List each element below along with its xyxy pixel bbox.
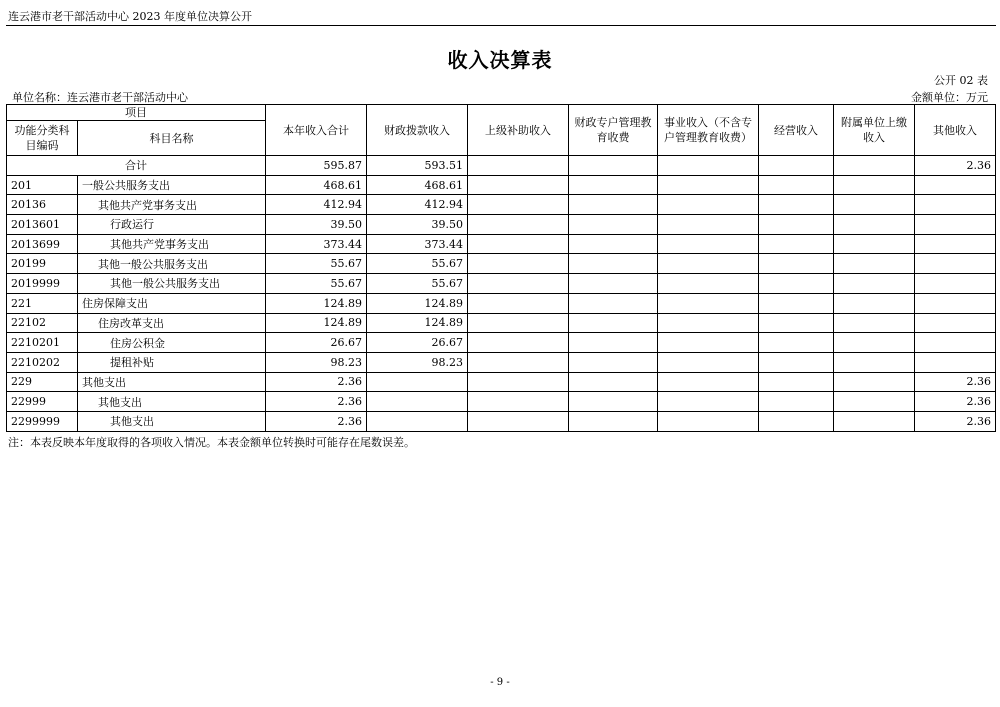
row-fiscal: 26.67 xyxy=(367,333,468,353)
row-edu xyxy=(569,293,658,313)
row-operating xyxy=(759,352,834,372)
row-total: 124.89 xyxy=(266,313,367,333)
row-total: 98.23 xyxy=(266,352,367,372)
row-edu xyxy=(569,392,658,412)
row-affiliated xyxy=(834,254,915,274)
table-row xyxy=(7,254,996,274)
row-name: 住房改革支出 xyxy=(78,313,266,333)
row-other: 2.36 xyxy=(915,372,996,392)
table-row xyxy=(7,333,996,353)
running-header: 连云港市老干部活动中心 2023 年度单位决算公开 xyxy=(8,10,252,23)
row-other xyxy=(915,175,996,195)
row-business xyxy=(658,254,759,274)
row-code: 22999 xyxy=(7,392,78,412)
total-cell-operating xyxy=(759,156,834,176)
row-name: 其他一般公共服务支出 xyxy=(78,254,266,274)
row-superior xyxy=(468,293,569,313)
total-cell-fiscal: 593.51 xyxy=(367,156,468,176)
table-row xyxy=(7,372,996,392)
header-superior: 上级补助收入 xyxy=(468,105,569,156)
total-cell-other: 2.36 xyxy=(915,156,996,176)
row-code: 20199 xyxy=(7,254,78,274)
row-superior xyxy=(468,352,569,372)
row-operating xyxy=(759,293,834,313)
row-name: 其他共产党事务支出 xyxy=(78,234,266,254)
row-fiscal xyxy=(367,392,468,412)
row-edu xyxy=(569,313,658,333)
header-code: 功能分类科目编码 xyxy=(7,121,78,156)
row-business xyxy=(658,392,759,412)
row-fiscal: 98.23 xyxy=(367,352,468,372)
row-affiliated xyxy=(834,215,915,235)
row-name: 住房公积金 xyxy=(78,333,266,353)
row-total: 412.94 xyxy=(266,195,367,215)
row-total: 26.67 xyxy=(266,333,367,353)
table-row xyxy=(7,392,996,412)
row-total: 373.44 xyxy=(266,234,367,254)
row-fiscal: 373.44 xyxy=(367,234,468,254)
row-business xyxy=(658,293,759,313)
header-edu: 财政专户管理教育收费 xyxy=(569,105,658,156)
table-row xyxy=(7,293,996,313)
row-name: 其他共产党事务支出 xyxy=(78,195,266,215)
row-operating xyxy=(759,195,834,215)
row-other: 2.36 xyxy=(915,411,996,431)
header-name: 科目名称 xyxy=(78,121,266,156)
row-affiliated xyxy=(834,195,915,215)
row-superior xyxy=(468,313,569,333)
header-operating: 经营收入 xyxy=(759,105,834,156)
row-edu xyxy=(569,195,658,215)
row-code: 2013699 xyxy=(7,234,78,254)
row-fiscal: 124.89 xyxy=(367,313,468,333)
header-fiscal: 财政拨款收入 xyxy=(367,105,468,156)
total-cell-superior xyxy=(468,156,569,176)
total-row xyxy=(7,156,996,176)
row-superior xyxy=(468,175,569,195)
row-operating xyxy=(759,234,834,254)
row-superior xyxy=(468,411,569,431)
form-number: 公开 02 表 xyxy=(934,74,988,87)
total-cell-business xyxy=(658,156,759,176)
row-affiliated xyxy=(834,234,915,254)
total-cell-edu xyxy=(569,156,658,176)
header-affiliated: 附属单位上缴收入 xyxy=(834,105,915,156)
row-other xyxy=(915,333,996,353)
row-edu xyxy=(569,352,658,372)
table-row xyxy=(7,195,996,215)
row-edu xyxy=(569,175,658,195)
row-fiscal xyxy=(367,411,468,431)
table-row xyxy=(7,274,996,294)
row-superior xyxy=(468,215,569,235)
row-business xyxy=(658,411,759,431)
header-business: 事业收入（不含专户管理教育收费） xyxy=(658,105,759,156)
header-other: 其他收入 xyxy=(915,105,996,156)
row-name: 其他一般公共服务支出 xyxy=(78,274,266,294)
row-name: 其他支出 xyxy=(78,392,266,412)
header-rule xyxy=(6,25,996,26)
row-business xyxy=(658,215,759,235)
row-total: 55.67 xyxy=(266,274,367,294)
row-edu xyxy=(569,234,658,254)
row-total: 2.36 xyxy=(266,392,367,412)
page-number: - 9 - xyxy=(490,677,510,688)
row-code: 2013601 xyxy=(7,215,78,235)
row-operating xyxy=(759,215,834,235)
row-superior xyxy=(468,195,569,215)
row-superior xyxy=(468,254,569,274)
row-affiliated xyxy=(834,352,915,372)
row-affiliated xyxy=(834,333,915,353)
row-name: 其他支出 xyxy=(78,372,266,392)
row-operating xyxy=(759,254,834,274)
row-business xyxy=(658,352,759,372)
row-name: 其他支出 xyxy=(78,411,266,431)
row-business xyxy=(658,333,759,353)
row-operating xyxy=(759,411,834,431)
row-other xyxy=(915,215,996,235)
income-table xyxy=(6,104,996,432)
total-cell-affiliated xyxy=(834,156,915,176)
header-total: 本年收入合计 xyxy=(266,105,367,156)
row-total: 468.61 xyxy=(266,175,367,195)
row-code: 20136 xyxy=(7,195,78,215)
table-row xyxy=(7,175,996,195)
total-label: 合计 xyxy=(7,156,266,176)
row-operating xyxy=(759,175,834,195)
row-affiliated xyxy=(834,313,915,333)
row-total: 55.67 xyxy=(266,254,367,274)
row-operating xyxy=(759,392,834,412)
row-fiscal: 55.67 xyxy=(367,274,468,294)
table-row xyxy=(7,234,996,254)
row-code: 221 xyxy=(7,293,78,313)
row-fiscal: 124.89 xyxy=(367,293,468,313)
row-affiliated xyxy=(834,411,915,431)
row-operating xyxy=(759,274,834,294)
total-cell-total: 595.87 xyxy=(266,156,367,176)
row-other xyxy=(915,274,996,294)
row-total: 2.36 xyxy=(266,411,367,431)
row-code: 2299999 xyxy=(7,411,78,431)
row-other xyxy=(915,234,996,254)
row-total: 39.50 xyxy=(266,215,367,235)
row-code: 201 xyxy=(7,175,78,195)
row-other xyxy=(915,313,996,333)
row-other xyxy=(915,195,996,215)
row-fiscal: 39.50 xyxy=(367,215,468,235)
table-row xyxy=(7,215,996,235)
row-business xyxy=(658,234,759,254)
row-business xyxy=(658,274,759,294)
page-title: 收入决算表 xyxy=(447,48,553,72)
row-business xyxy=(658,313,759,333)
row-other xyxy=(915,254,996,274)
row-edu xyxy=(569,274,658,294)
row-business xyxy=(658,372,759,392)
row-total: 124.89 xyxy=(266,293,367,313)
header-project: 项目 xyxy=(7,105,266,121)
row-affiliated xyxy=(834,175,915,195)
row-other xyxy=(915,293,996,313)
row-fiscal: 468.61 xyxy=(367,175,468,195)
row-edu xyxy=(569,215,658,235)
row-code: 2019999 xyxy=(7,274,78,294)
row-fiscal: 55.67 xyxy=(367,254,468,274)
table-row xyxy=(7,352,996,372)
row-name: 一般公共服务支出 xyxy=(78,175,266,195)
row-affiliated xyxy=(834,372,915,392)
row-business xyxy=(658,195,759,215)
row-fiscal: 412.94 xyxy=(367,195,468,215)
row-superior xyxy=(468,274,569,294)
row-superior xyxy=(468,372,569,392)
row-edu xyxy=(569,333,658,353)
row-superior xyxy=(468,333,569,353)
row-superior xyxy=(468,234,569,254)
row-operating xyxy=(759,313,834,333)
row-other: 2.36 xyxy=(915,392,996,412)
row-operating xyxy=(759,333,834,353)
row-total: 2.36 xyxy=(266,372,367,392)
row-edu xyxy=(569,411,658,431)
row-edu xyxy=(569,254,658,274)
unit-name: 单位名称：连云港市老干部活动中心 xyxy=(12,91,188,104)
row-affiliated xyxy=(834,274,915,294)
row-fiscal xyxy=(367,372,468,392)
footnote: 注：本表反映本年度取得的各项收入情况。本表金额单位转换时可能存在尾数误差。 xyxy=(8,436,415,449)
row-edu xyxy=(569,372,658,392)
row-business xyxy=(658,175,759,195)
table-row xyxy=(7,313,996,333)
row-affiliated xyxy=(834,293,915,313)
row-affiliated xyxy=(834,392,915,412)
row-name: 行政运行 xyxy=(78,215,266,235)
row-superior xyxy=(468,392,569,412)
row-other xyxy=(915,352,996,372)
row-code: 2210202 xyxy=(7,352,78,372)
row-name: 住房保障支出 xyxy=(78,293,266,313)
row-code: 2210201 xyxy=(7,333,78,353)
amount-unit: 金额单位：万元 xyxy=(911,91,988,104)
row-code: 229 xyxy=(7,372,78,392)
row-code: 22102 xyxy=(7,313,78,333)
row-operating xyxy=(759,372,834,392)
row-name: 提租补贴 xyxy=(78,352,266,372)
table-row xyxy=(7,411,996,431)
